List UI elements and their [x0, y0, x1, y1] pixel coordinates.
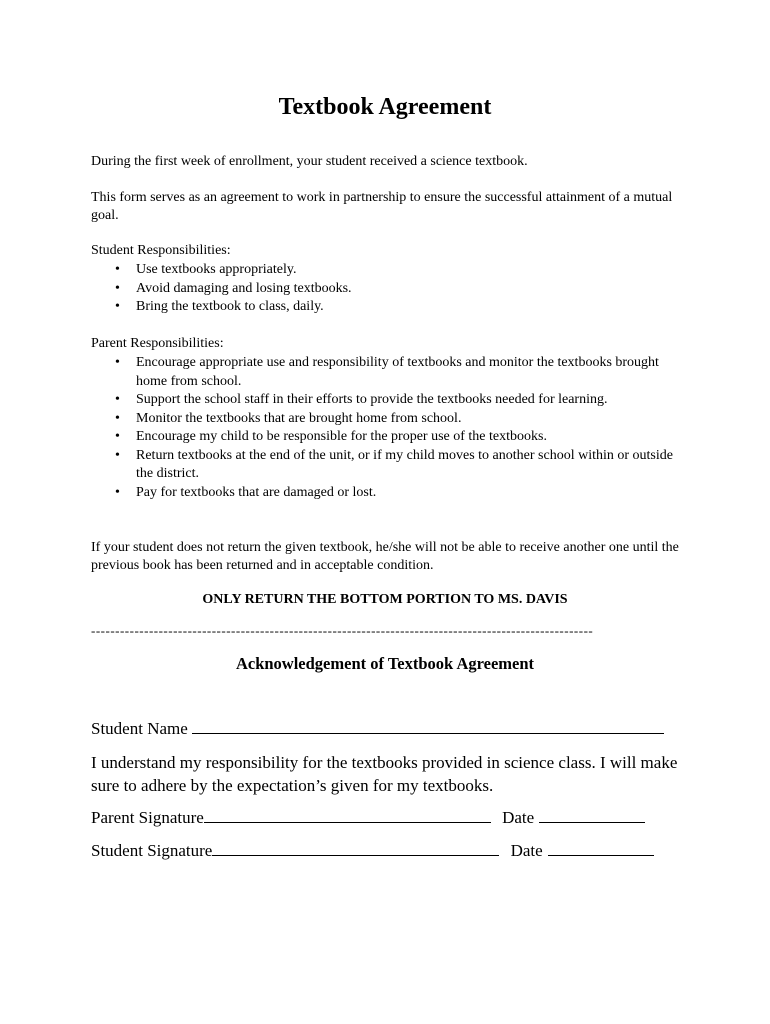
bullet-icon: •: [115, 410, 120, 426]
parent-signature-label: Parent Signature: [91, 808, 204, 827]
cut-line-divider: --------------------------------------------------------------------------------------------------------: [91, 623, 594, 638]
student-name-row: [91, 719, 664, 739]
list-item: [91, 410, 691, 429]
list-item-text: Encourage appropriate use and responsibility of textbooks and monitor the textbooks brought home from school.: [136, 355, 659, 389]
list-item-text: Encourage my child to be responsible for the proper use of the textbooks.: [136, 429, 547, 444]
bullet-icon: •: [115, 280, 120, 296]
list-item-text: Bring the textbook to class, daily.: [136, 299, 324, 314]
bullet-icon: •: [115, 355, 120, 370]
list-item-text: Pay for textbooks that are damaged or lost.: [136, 484, 377, 500]
bullet-icon: •: [115, 484, 120, 500]
list-item: [91, 261, 691, 280]
student-date-field[interactable]: [548, 841, 654, 856]
parent-signature-field[interactable]: [204, 808, 491, 823]
student-date-label: Date: [510, 841, 543, 860]
list-item: [91, 354, 691, 391]
parent-date-label: Date: [502, 808, 535, 827]
list-item: [91, 391, 691, 410]
return-policy-paragraph: If your student does not return the given textbook, he/she will not be able to receive another one until the previous book has been returned and in acceptable condition.: [91, 540, 679, 573]
list-item-text: Use textbooks appropriately.: [136, 262, 297, 277]
bullet-icon: •: [115, 299, 120, 314]
student-signature-label: Student Signature: [91, 841, 213, 860]
bullet-icon: •: [115, 447, 120, 463]
purpose-paragraph: This form serves as an agreement to work in partnership to ensure the successful attainment of a mutual goal.: [91, 190, 673, 223]
responsibility-statement: I understand my responsibility for the textbooks provided in science class. I will make sure to adhere by the expectation’s given for my textbooks.: [91, 753, 678, 795]
parent-responsibilities-list: [91, 354, 691, 502]
list-item-text: Monitor the textbooks that are brought home from school.: [136, 410, 462, 426]
list-item: [91, 298, 691, 317]
parent-date-field[interactable]: [539, 808, 645, 823]
parent-signature-row: [91, 808, 645, 828]
student-signature-field[interactable]: [212, 841, 499, 856]
student-responsibilities-heading: Student Responsibilities:: [91, 243, 231, 258]
return-notice: ONLY RETURN THE BOTTOM PORTION TO MS. DAVIS: [202, 592, 568, 607]
bullet-icon: •: [115, 429, 120, 444]
document-title: Textbook Agreement: [278, 94, 492, 120]
acknowledgement-title: Acknowledgement of Textbook Agreement: [235, 654, 535, 673]
list-item-text: Avoid damaging and losing textbooks.: [136, 280, 352, 296]
parent-responsibilities-heading: Parent Responsibilities:: [91, 336, 224, 351]
student-signature-row: [91, 841, 654, 861]
student-name-label: Student Name: [91, 719, 188, 738]
bullet-icon: •: [115, 262, 120, 277]
student-responsibilities-list: [91, 261, 691, 317]
student-name-field[interactable]: [192, 719, 664, 734]
intro-paragraph: During the first week of enrollment, your student received a science textbook.: [91, 154, 528, 169]
bullet-icon: •: [115, 392, 120, 407]
list-item: [91, 280, 691, 299]
list-item: [91, 447, 691, 484]
list-item: [91, 484, 691, 503]
list-item: [91, 428, 691, 447]
list-item-text: Support the school staff in their efforts to provide the textbooks needed for learning.: [136, 392, 608, 407]
list-item-text: Return textbooks at the end of the unit, or if my child moves to another school within or outside the district.: [136, 447, 673, 481]
